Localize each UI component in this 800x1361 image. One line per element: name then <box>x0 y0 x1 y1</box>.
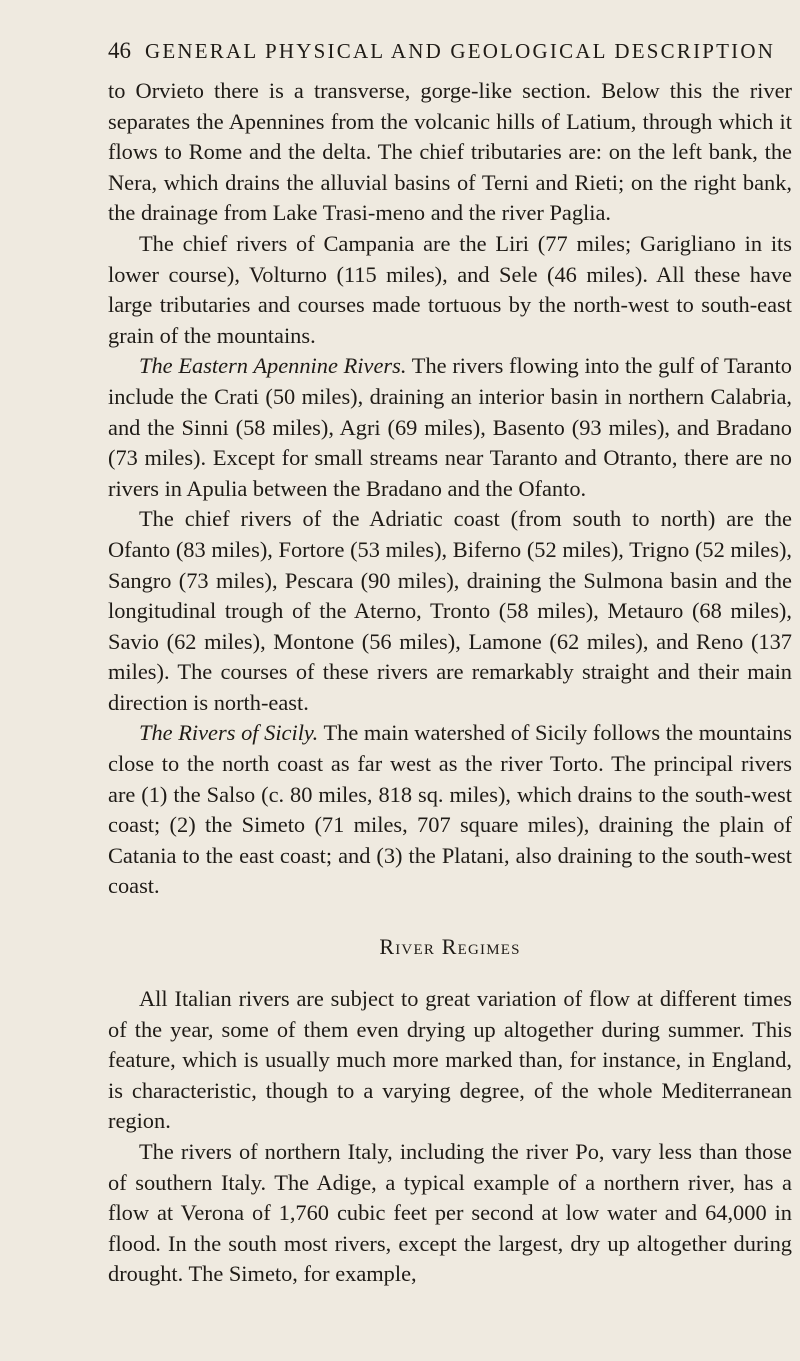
paragraph-rivers-of-sicily <box>108 718 792 902</box>
paragraph-flow-variation <box>108 984 792 1137</box>
paragraph-text: The rivers of northern Italy, including the river Po, vary less than those of southern Italy. The Adige, a typical example of a northern river, has a flow at Verona of 1,760 cubic feet per second at low water and 64,000 in flood. In the south most rivers, except the largest, dry up altogether during drought. The Simeto, for example, <box>108 1139 792 1287</box>
section-heading-river-regimes: River Regimes <box>379 934 521 960</box>
page-number: 46 <box>108 38 131 63</box>
paragraph-text: The chief rivers of Campania are the Liri (77 miles; Garigliano in its lower course), Volturno (115 miles), and Sele (46 miles). All these have large tributaries and courses made tortuous by the north-west to south-east grain of the mountains. <box>108 230 792 348</box>
paragraph-campania-rivers <box>108 229 792 351</box>
paragraph-text: The rivers flowing into the gulf of Taranto include the Crati (50 miles), draining an interior basin in northern Calabria, and the Sinni (58 miles), Agri (69 miles), Basento (93 miles), and Bradano (73 miles). Except for small streams near Taranto and Otranto, there are no rivers in Apulia between the Bradano and the Ofanto. <box>108 353 792 501</box>
paragraph-lead-italic: The Eastern Apennine Rivers. <box>139 353 407 379</box>
running-title: GENERAL PHYSICAL AND GEOLOGICAL DESCRIPTION <box>145 39 776 63</box>
paragraph-text: All Italian rivers are subject to great variation of flow at different times of the year, some of them even drying up altogether during summer. This feature, which is usually much more marked than, for instance, in England, is characteristic, though to a varying degree, of the whole Mediterranean region. <box>108 986 792 1134</box>
paragraph-eastern-apennine-rivers <box>108 351 792 504</box>
paragraph-adriatic-rivers <box>108 504 792 718</box>
running-header <box>108 38 792 64</box>
paragraph-text: to Orvieto there is a transverse, gorge-like section. Below this the river separates the Apennines from the volcanic hills of Latium, through which it flows to Rome and the delta. The chief tributaries are: on the left bank, the Nera, which drains the alluvial basins of Terni and Rieti; on the right bank, the drainage from Lake Trasi-meno and the river Paglia. <box>108 78 792 226</box>
paragraph-tiber-continuation <box>108 76 792 229</box>
paragraph-lead-italic: The Rivers of Sicily. <box>139 720 319 746</box>
paragraph-text: The main watershed of Sicily follows the mountains close to the north coast as far west as the river Torto. The principal rivers are (1) the Salso (c. 80 miles, 818 sq. miles), which drains to the south-west coast; (2) the Simeto (71 miles, 707 square miles), draining the plain of Catania to the east coast; and (3) the Platani, also draining to the south-west coast. <box>108 720 792 899</box>
paragraph-northern-rivers <box>108 1137 792 1290</box>
paragraph-text: The chief rivers of the Adriatic coast (from south to north) are the Ofanto (83 miles), Fortore (53 miles), Biferno (52 miles), Trigno (52 miles), Sangro (73 miles), Pescara (90 miles), draining the Sulmona basin and the longitudinal trough of the Aterno, Tronto (58 miles), Metauro (68 miles), Savio (62 miles), Montone (56 miles), Lamone (62 miles), and Reno (137 miles). The courses of these rivers are remarkably straight and their main direction is north-east. <box>108 506 792 715</box>
